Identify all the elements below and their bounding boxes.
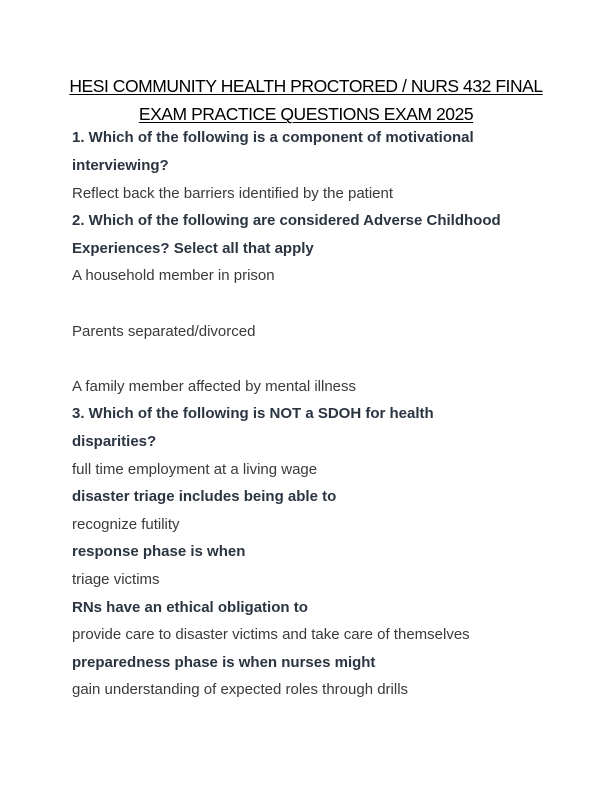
answer-1: Reflect back the barriers identified by the patient (72, 185, 394, 202)
question-1-line-2: interviewing? (72, 157, 169, 174)
answer-3: full time employment at a living wage (72, 461, 318, 478)
answer-2-option-1: A household member in prison (72, 267, 275, 284)
question-3-line-1: 3. Which of the following is NOT a SDOH for health (72, 405, 434, 422)
answer-5: triage victims (72, 571, 160, 588)
answer-2-option-2: Parents separated/divorced (72, 323, 256, 340)
question-7: preparedness phase is when nurses might (72, 654, 376, 671)
question-1-line-1: 1. Which of the following is a component of motivational (72, 129, 474, 146)
document-title-line-1: HESI COMMUNITY HEALTH PROCTORED / NURS 432 FINAL (69, 76, 543, 96)
question-5: response phase is when (72, 543, 246, 560)
question-2-line-1: 2. Which of the following are considered Adverse Childhood (72, 212, 501, 229)
question-3-line-2: disparities? (72, 433, 157, 450)
document-title-line-2: EXAM PRACTICE QUESTIONS EXAM 2025 (138, 104, 474, 124)
answer-4: recognize futility (72, 516, 180, 533)
question-2-line-2: Experiences? Select all that apply (72, 240, 314, 257)
answer-2-option-3: A family member affected by mental illness (72, 378, 357, 395)
answer-7: gain understanding of expected roles through drills (72, 681, 409, 698)
answer-6: provide care to disaster victims and take care of themselves (72, 626, 470, 643)
question-6: RNs have an ethical obligation to (72, 599, 308, 616)
question-4: disaster triage includes being able to (72, 488, 337, 505)
